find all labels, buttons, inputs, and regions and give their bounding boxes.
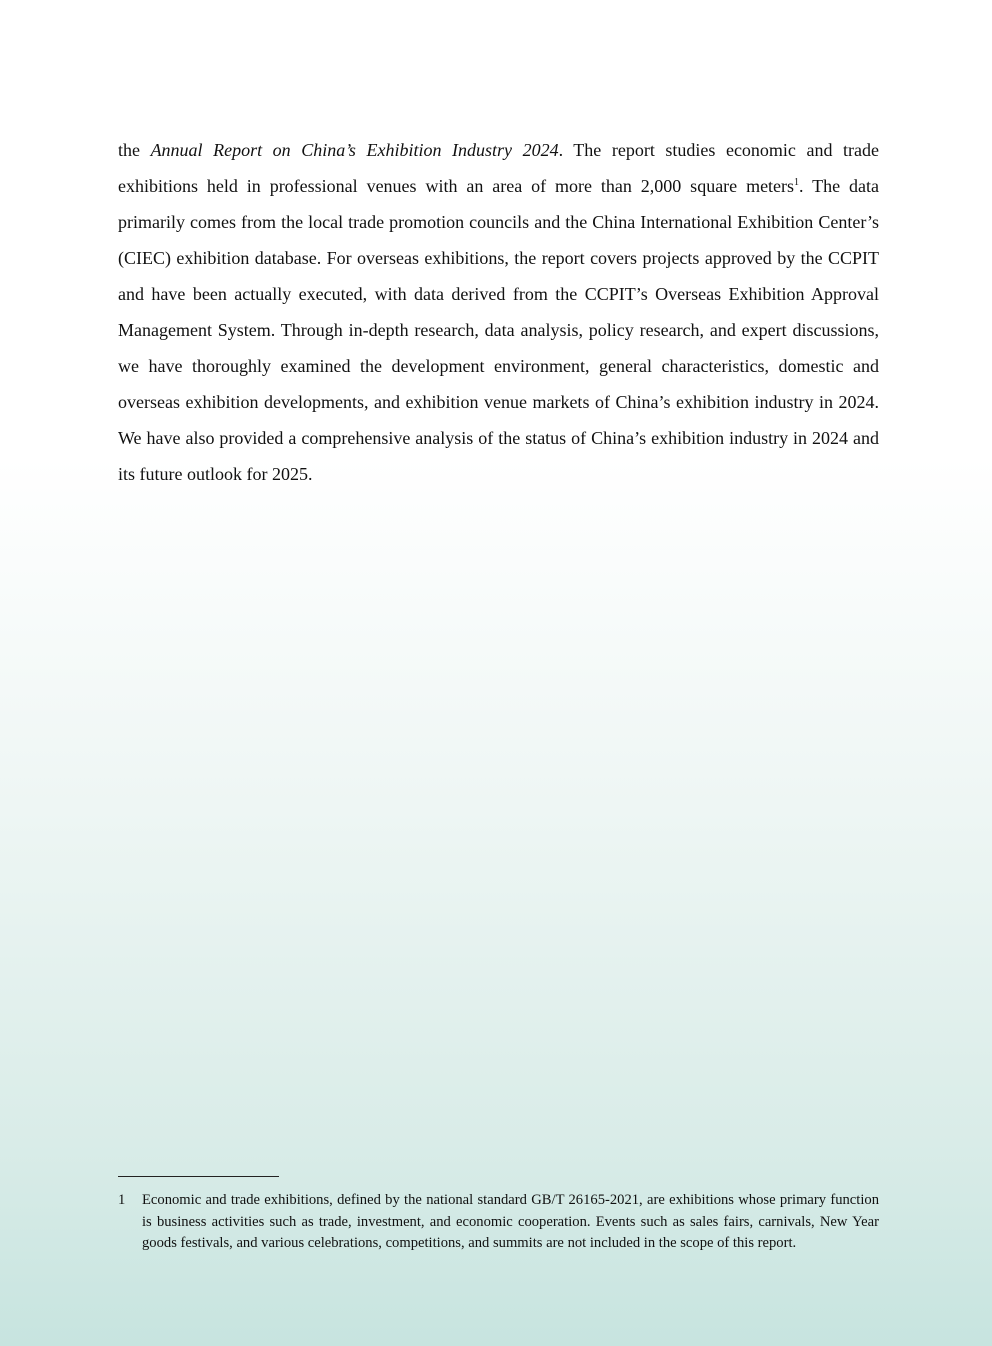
footnote xyxy=(118,1190,879,1255)
paragraph-part-2: . The data primarily comes from the local trade promotion councils and the China International Exhibition Center’s (CIEC) exhibition database. For overseas exhibitions, the report covers projects approved by the CCPIT and have been actually executed, with data derived from the CCPIT’s Overseas Exhibition Approval Management System. Through in-depth research, data analysis, policy research, and expert discussions, we have thoroughly examined the development environment, general characteristics, domestic and overseas exhibition developments, and exhibition venue markets of China’s exhibition industry in 2024. We have also provided a comprehensive analysis of the status of China’s exhibition industry in 2024 and its future outlook for 2025. xyxy=(118,176,879,484)
footnote-text: Economic and trade exhibitions, defined by the national standard GB/T 26165-2021, are exhibitions whose primary function is business activities such as trade, investment, and economic cooperation. Events such as sales fairs, carnivals, New Year goods festivals, and various celebrations, competitions, and summits are not included in the scope of this report. xyxy=(142,1192,879,1251)
body-paragraph xyxy=(118,132,879,492)
paragraph-intro: the xyxy=(118,140,151,160)
footnote-reference[interactable]: 1 xyxy=(794,177,800,188)
footnote-separator xyxy=(118,1176,279,1177)
report-title: Annual Report on China’s Exhibition Industry 2024 xyxy=(150,140,559,160)
footnote-number: 1 xyxy=(118,1192,126,1208)
paragraph-part-1: . The report studies economic and trade exhibitions held in professional venues with an area of more than 2,000 square meters xyxy=(118,140,880,196)
